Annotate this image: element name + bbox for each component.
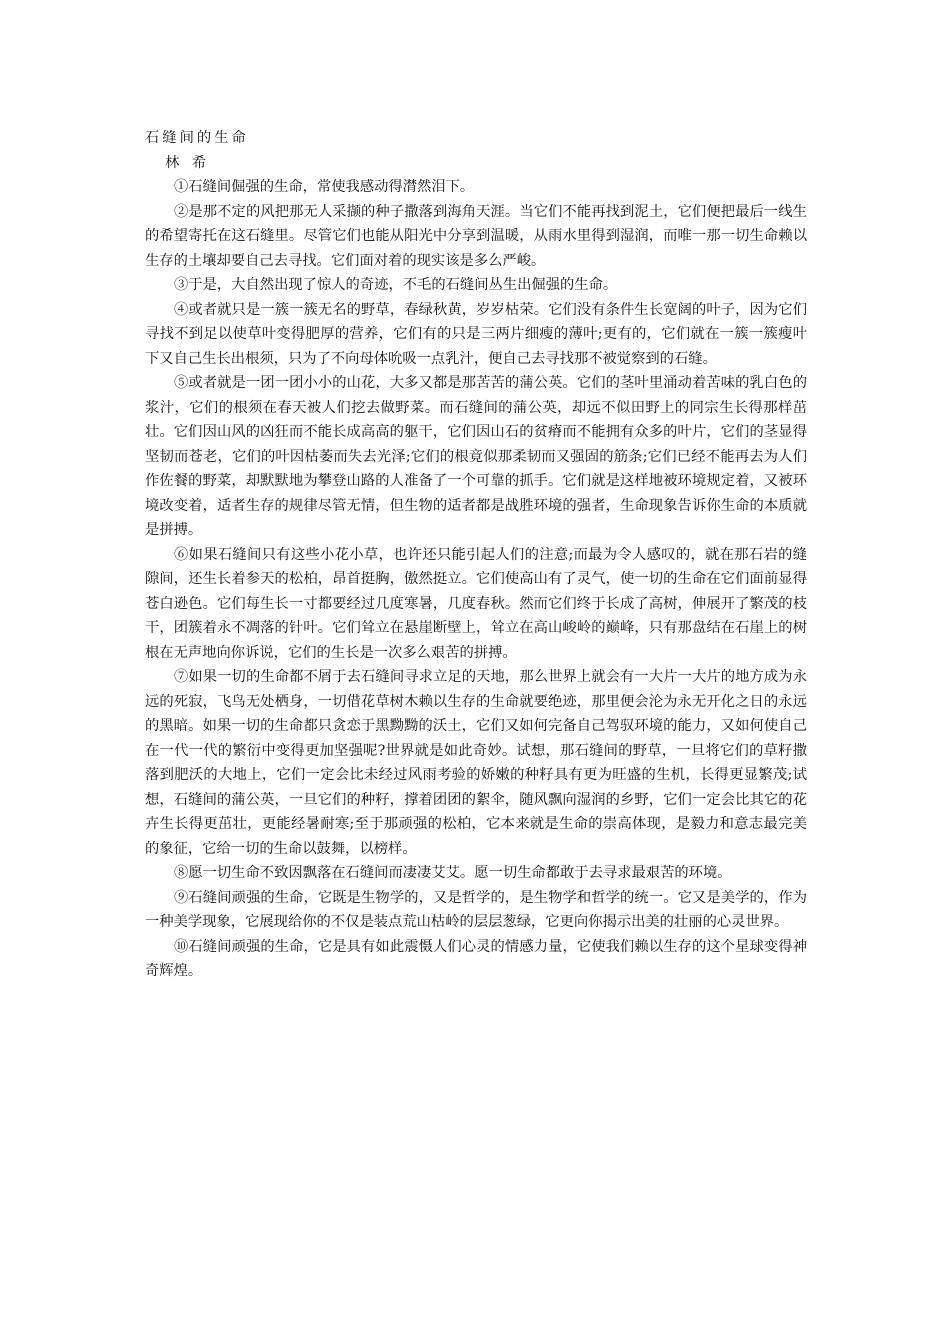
paragraph-6: ⑥如果石缝间只有这些小花小草，也许还只能引起人们的注意;而最为令人感叹的，就在那石岩的缝隙间，还生长着参天的松柏，昂首挺胸，傲然挺立。它们使高山有了灵气，使一切的生命在它们面前显得苍白逊色。它们每生长一寸都要经过几度寒暑，几度春秋。然而它们终于长成了高树，伸展开了繁茂的枝干，团簇着永不凋落的针叶。它们耸立在悬崖断壁上，耸立在高山峻岭的巅峰，只有那盘结在石崖上的树根在无声地向你诉说，它们的生长是一次多么艰苦的拼搏。 bbox=[145, 546, 807, 661]
paragraph-10: ⑩石缝间顽强的生命，它是具有如此震慑人们心灵的情感力量，它使我们赖以生存的这个星球变得神奇辉煌。 bbox=[145, 938, 807, 979]
paragraph-9: ⑨石缝间顽强的生命，它既是生物学的，又是哲学的，是生物学和哲学的统一。它又是美学的，作为一种美学现象，它展现给你的不仅是装点荒山枯岭的层层葱绿，它更向你揭示出美的壮丽的心灵世界。 bbox=[145, 889, 807, 930]
paragraph-4: ④或者就只是一簇一簇无名的野草，春绿秋黄，岁岁枯荣。它们没有条件生长宽阔的叶子，因为它们寻找不到足以使草叶变得肥厚的营养，它们有的只是三两片细瘦的薄叶;更有的，它们就在一簇一簇瘦叶下又自己生长出根须，只为了不向母体吮吸一点乳汁，便自己去寻找那不被觉察到的石缝。 bbox=[145, 301, 807, 367]
paragraph-2: ②是那不定的风把那无人采撷的种子撒落到海角天涯。当它们不能再找到泥土，它们便把最后一线生的希望寄托在这石缝里。尽管它们也能从阳光中分享到温暖，从雨水里得到湿润，而唯一那一切生命赖以生存的土壤却要自己去寻找。它们面对着的现实该是多么严峻。 bbox=[145, 203, 807, 269]
paragraph-5: ⑤或者就是一团一团小小的山花，大多又都是那苦苦的蒲公英。它们的茎叶里涌动着苦味的乳白色的浆汁，它们的根须在春天被人们挖去做野菜。而石缝间的蒲公英，却远不似田野上的同宗生长得那样茁壮。它们因山风的凶狂而不能长成高高的躯干，它们因山石的贫瘠而不能拥有众多的叶片，它们的茎显得坚韧而苍老，它们的叶因枯萎而失去光泽;它们的根竟似那柔韧而又强固的筋条;它们已经不能再去为人们作佐餐的野菜，却默默地为攀登山路的人准备了一个可靠的抓手。它们就是这样地被环境规定着，又被环境改变着，适者生存的规律尽管无情，但生物的适者都是战胜环境的强者，生命现象告诉你生命的本质就是拼搏。 bbox=[145, 375, 807, 538]
article-title: 石缝间的生命 bbox=[145, 130, 249, 146]
paragraph-3: ③于是，大自然出现了惊人的奇迹，不毛的石缝间丛生出倔强的生命。 bbox=[174, 277, 618, 293]
article-author: 林 希 bbox=[165, 154, 211, 171]
paragraph-7: ⑦如果一切的生命都不屑于去石缝间寻求立足的天地，那么世界上就会有一大片一大片的地方成为永远的死寂，飞鸟无处栖身，一切借花草树木赖以生存的生命就要绝迹，那里便会沦为永无开化之日的永远的黑暗。如果一切的生命都只贪恋于黑黝黝的沃土，它们又如何完备自己驾驭环境的能力，又如何使自己在一代一代的繁衍中变得更加坚强呢?世界就是如此奇妙。试想，那石缝间的野草，一旦将它们的草籽撒落到肥沃的大地上，它们一定会比未经过风雨考验的娇嫩的种籽具有更为旺盛的生机，长得更显繁茂;试想，石缝间的蒲公英，一旦它们的种籽，撑着团团的絮伞，随风飘向湿润的乡野，它们一定会比其它的花卉生长得更茁壮，更能经暑耐寒;至于那顽强的松柏，它本来就是生命的崇高体现，是毅力和意志最完美的象征，它给一切的生命以鼓舞，以榜样。 bbox=[145, 669, 807, 857]
paragraph-1: ①石缝间倔强的生命，常使我感动得潸然泪下。 bbox=[174, 179, 475, 195]
document-page bbox=[145, 126, 807, 984]
paragraph-8: ⑧愿一切生命不致因飘落在石缝间而凄凄艾艾。愿一切生命都敢于去寻求最艰苦的环境。 bbox=[174, 865, 732, 881]
